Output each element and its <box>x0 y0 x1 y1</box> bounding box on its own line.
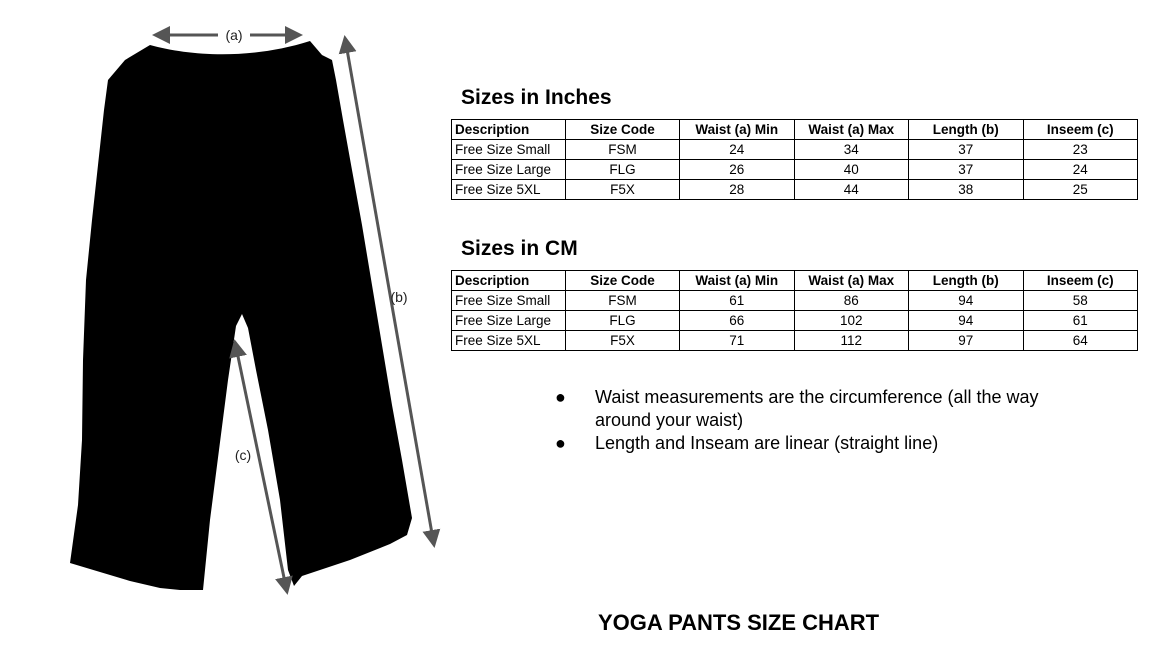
table-cell: 24 <box>1023 160 1138 180</box>
length-label: (b) <box>390 289 408 305</box>
cm-size-table <box>451 270 1138 351</box>
column-header-inseam: Inseem (c) <box>1023 271 1138 291</box>
table-cell: 94 <box>909 311 1024 331</box>
table-cell: Free Size Small <box>452 291 566 311</box>
waist-label: (a) <box>225 27 243 43</box>
table-cell: 58 <box>1023 291 1138 311</box>
table-row <box>452 160 1138 180</box>
column-header-waist-max: Waist (a) Max <box>794 120 909 140</box>
table-cell: 61 <box>680 291 795 311</box>
table-cell: 102 <box>794 311 909 331</box>
column-header-length: Length (b) <box>909 271 1024 291</box>
table-cell: 44 <box>794 180 909 200</box>
table-row <box>452 311 1138 331</box>
table-cell: 61 <box>1023 311 1138 331</box>
table-row <box>452 331 1138 351</box>
table-cell: F5X <box>566 331 680 351</box>
table-cell: FSM <box>566 291 680 311</box>
table-cell: 40 <box>794 160 909 180</box>
table-cell: Free Size 5XL <box>452 180 566 200</box>
bullet-icon: ● <box>555 387 566 407</box>
column-header-length: Length (b) <box>909 120 1024 140</box>
list-item <box>555 432 1055 455</box>
table-row <box>452 140 1138 160</box>
table-cell: 112 <box>794 331 909 351</box>
column-header-waist-max: Waist (a) Max <box>794 271 909 291</box>
table-cell: Free Size Large <box>452 160 566 180</box>
column-header-description: Description <box>452 271 566 291</box>
table-cell: 97 <box>909 331 1024 351</box>
column-header-waist-min: Waist (a) Min <box>680 271 795 291</box>
column-header-waist-min: Waist (a) Min <box>680 120 795 140</box>
table-cell: F5X <box>566 180 680 200</box>
note-text: Length and Inseam are linear (straight line) <box>595 433 939 453</box>
table-cell: 25 <box>1023 180 1138 200</box>
table-cell: 71 <box>680 331 795 351</box>
table-cell: 94 <box>909 291 1024 311</box>
bullet-icon: ● <box>555 433 566 453</box>
table-cell: Free Size Small <box>452 140 566 160</box>
pants-diagram <box>0 0 450 655</box>
table-cell: FSM <box>566 140 680 160</box>
table-cell: FLG <box>566 311 680 331</box>
inches-size-table <box>451 119 1138 200</box>
column-header-size-code: Size Code <box>566 120 680 140</box>
table-cell: 23 <box>1023 140 1138 160</box>
column-header-description: Description <box>452 120 566 140</box>
size-chart-title: YOGA PANTS SIZE CHART <box>598 610 880 635</box>
table-cell: 38 <box>909 180 1024 200</box>
inches-section-title: Sizes in Inches <box>461 86 612 109</box>
table-cell: 26 <box>680 160 795 180</box>
table-header-row <box>452 120 1138 140</box>
table-cell: 86 <box>794 291 909 311</box>
table-cell: 24 <box>680 140 795 160</box>
column-header-inseam: Inseem (c) <box>1023 120 1138 140</box>
table-cell: 64 <box>1023 331 1138 351</box>
cm-section-title: Sizes in CM <box>461 237 578 260</box>
table-row <box>452 180 1138 200</box>
table-cell: Free Size Large <box>452 311 566 331</box>
table-cell: 28 <box>680 180 795 200</box>
table-header-row <box>452 271 1138 291</box>
note-text: Waist measurements are the circumference (all the way around your waist) <box>595 387 1039 430</box>
table-row <box>452 291 1138 311</box>
table-cell: FLG <box>566 160 680 180</box>
table-cell: Free Size 5XL <box>452 331 566 351</box>
list-item <box>555 386 1055 432</box>
table-cell: 66 <box>680 311 795 331</box>
inseam-label: (c) <box>234 447 252 463</box>
table-cell: 34 <box>794 140 909 160</box>
column-header-size-code: Size Code <box>566 271 680 291</box>
measurement-notes <box>555 386 1055 455</box>
table-cell: 37 <box>909 140 1024 160</box>
table-cell: 37 <box>909 160 1024 180</box>
